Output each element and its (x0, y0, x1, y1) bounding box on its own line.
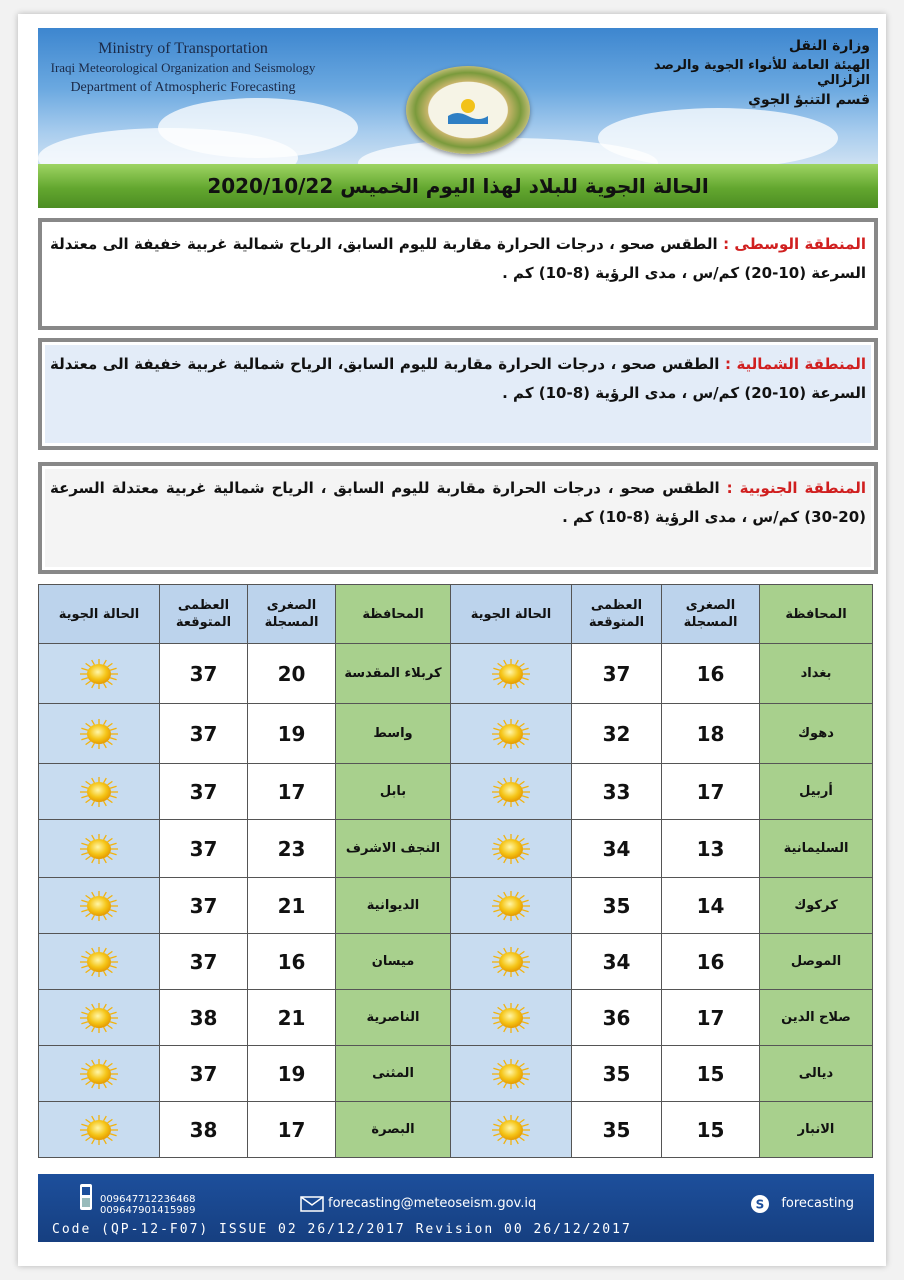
sun-icon (76, 945, 122, 979)
department-name-en: Department of Atmospheric Forecasting (70, 80, 296, 95)
sun-icon (76, 717, 122, 751)
ministry-name-ar: وزارة النقل (788, 38, 870, 54)
max-cell-right: 36 (572, 990, 662, 1046)
gov-cell-right: الموصل (760, 934, 873, 990)
max-cell-left: 37 (160, 878, 248, 934)
table-row (39, 764, 873, 820)
max-cell-right: 32 (572, 704, 662, 764)
condition-cell-right (451, 934, 572, 990)
region-north-name: المنطقة الشمالية : (724, 355, 866, 373)
max-cell-left: 37 (160, 644, 248, 704)
condition-cell-right (451, 990, 572, 1046)
sun-icon (488, 657, 534, 691)
gov-cell-left: واسط (336, 704, 451, 764)
table-row (39, 704, 873, 764)
condition-cell-right (451, 820, 572, 878)
gov-cell-right: صلاح الدين (760, 990, 873, 1046)
max-cell-left: 37 (160, 1046, 248, 1102)
min-cell-right: 16 (662, 934, 760, 990)
table-row (39, 1102, 873, 1158)
footer-bar (38, 1174, 874, 1242)
title-bar (38, 164, 878, 208)
gov-cell-left: ميسان (336, 934, 451, 990)
gov-cell-left: بابل (336, 764, 451, 820)
region-south-forecast: الطقس صحو ، درجات الحرارة مقاربة لليوم السابق ، الرياح شمالية غربية معتدلة السرعة (20-30) كم/س ، مدى الرؤية (8-10) كم . (50, 479, 866, 526)
region-south (38, 462, 878, 574)
max-cell-right: 35 (572, 1102, 662, 1158)
sun-icon (76, 657, 122, 691)
min-cell-right: 15 (662, 1046, 760, 1102)
gov-cell-right: كركوك (760, 878, 873, 934)
organization-name-ar: الهيئة العامة للأنواء الجوية والرصد الزلزالي (653, 58, 870, 88)
condition-cell-left (39, 1046, 160, 1102)
header-gov-right: المحافظة (760, 585, 873, 644)
condition-cell-right (451, 878, 572, 934)
temperature-table (38, 584, 873, 1158)
region-central-forecast: الطقس صحو ، درجات الحرارة مقاربة لليوم السابق، الرياح شمالية غربية خفيفة الى معتدلة السرعة (10-20) كم/س ، مدى الرؤية (8-10) كم . (50, 235, 866, 282)
table-row (39, 1046, 873, 1102)
footer-skype[interactable]: forecasting (781, 1196, 854, 1211)
min-cell-left: 21 (248, 878, 336, 934)
region-south-text (50, 474, 866, 532)
table-header-row (39, 585, 873, 644)
condition-cell-left (39, 1102, 160, 1158)
sun-icon (488, 832, 534, 866)
min-cell-right: 15 (662, 1102, 760, 1158)
organization-logo (406, 66, 530, 154)
header-min-right: الصغرى المسجلة (662, 585, 760, 644)
footer-email[interactable]: forecasting@meteoseism.gov.iq (328, 1196, 537, 1211)
logo-emblem-icon (446, 96, 490, 124)
max-cell-right: 34 (572, 820, 662, 878)
sun-icon (76, 775, 122, 809)
sun-icon (488, 1057, 534, 1091)
min-cell-left: 16 (248, 934, 336, 990)
min-cell-left: 21 (248, 990, 336, 1046)
gov-cell-right: بغداد (760, 644, 873, 704)
sun-icon (488, 775, 534, 809)
department-name-ar: قسم التنبؤ الجوي (748, 92, 870, 108)
condition-cell-right (451, 1102, 572, 1158)
sun-icon (488, 889, 534, 923)
condition-cell-left (39, 878, 160, 934)
gov-cell-left: كربلاء المقدسة (336, 644, 451, 704)
header-max-left: العظمى المتوقعة (160, 585, 248, 644)
condition-cell-left (39, 704, 160, 764)
max-cell-right: 35 (572, 1046, 662, 1102)
min-cell-right: 16 (662, 644, 760, 704)
min-cell-right: 17 (662, 990, 760, 1046)
min-cell-right: 18 (662, 704, 760, 764)
region-north (38, 338, 878, 450)
mobile-phone-icon (78, 1182, 94, 1212)
region-north-text (50, 350, 866, 408)
gov-cell-left: الناصرية (336, 990, 451, 1046)
gov-cell-right: دهوك (760, 704, 873, 764)
min-cell-right: 13 (662, 820, 760, 878)
email-icon (300, 1196, 324, 1212)
region-north-forecast: الطقس صحو ، درجات الحرارة مقاربة لليوم السابق، الرياح شمالية غربية خفيفة الى معتدلة السرعة (10-20) كم/س ، مدى الرؤية (8-10) كم . (50, 355, 866, 402)
max-cell-right: 37 (572, 644, 662, 704)
bulletin-page (18, 14, 886, 1266)
table-row (39, 820, 873, 878)
document-code: Code (QP-12-F07) ISSUE 02 26/12/2017 Revision 00 26/12/2017 (52, 1222, 632, 1237)
organization-name-en: Iraqi Meteorological Organization and Seismology (50, 60, 316, 75)
table-row (39, 990, 873, 1046)
condition-cell-left (39, 990, 160, 1046)
header-arabic (620, 38, 870, 108)
condition-cell-left (39, 934, 160, 990)
min-cell-right: 17 (662, 764, 760, 820)
header-banner (38, 28, 878, 178)
sun-icon (76, 1057, 122, 1091)
header-condition-left: الحالة الجوية (39, 585, 160, 644)
condition-cell-right (451, 764, 572, 820)
gov-cell-right: ديالى (760, 1046, 873, 1102)
sun-icon (76, 832, 122, 866)
sun-icon (76, 889, 122, 923)
gov-cell-left: الديوانية (336, 878, 451, 934)
max-cell-left: 37 (160, 934, 248, 990)
gov-cell-left: البصرة (336, 1102, 451, 1158)
max-cell-left: 38 (160, 1102, 248, 1158)
table-row (39, 934, 873, 990)
svg-text:S: S (755, 1197, 765, 1212)
min-cell-left: 17 (248, 764, 336, 820)
max-cell-right: 34 (572, 934, 662, 990)
table-row (39, 644, 873, 704)
max-cell-right: 33 (572, 764, 662, 820)
region-central-name: المنطقة الوسطى : (723, 235, 866, 253)
region-central-text (50, 230, 866, 288)
phone-number-2: 009647901415989 (100, 1205, 196, 1216)
footer-phones (100, 1194, 195, 1216)
sun-icon (488, 945, 534, 979)
min-cell-right: 14 (662, 878, 760, 934)
condition-cell-left (39, 764, 160, 820)
condition-cell-right (451, 644, 572, 704)
max-cell-left: 37 (160, 820, 248, 878)
max-cell-right: 35 (572, 878, 662, 934)
skype-icon (750, 1194, 770, 1214)
header-max-right: العظمى المتوقعة (572, 585, 662, 644)
min-cell-left: 23 (248, 820, 336, 878)
min-cell-left: 20 (248, 644, 336, 704)
header-min-left: الصغرى المسجلة (248, 585, 336, 644)
min-cell-left: 19 (248, 704, 336, 764)
condition-cell-left (39, 820, 160, 878)
sun-icon (488, 1113, 534, 1147)
gov-cell-left: المثنى (336, 1046, 451, 1102)
min-cell-left: 17 (248, 1102, 336, 1158)
gov-cell-right: السليمانية (760, 820, 873, 878)
condition-cell-left (39, 644, 160, 704)
sun-icon (76, 1113, 122, 1147)
bulletin-title: الحالة الجوية للبلاد لهذا اليوم الخميس 2020/10/22 (207, 174, 709, 198)
gov-cell-right: أربيل (760, 764, 873, 820)
table-row (39, 878, 873, 934)
header-condition-right: الحالة الجوية (451, 585, 572, 644)
max-cell-left: 37 (160, 764, 248, 820)
header-english (48, 40, 318, 96)
max-cell-left: 38 (160, 990, 248, 1046)
sun-icon (488, 717, 534, 751)
condition-cell-right (451, 1046, 572, 1102)
region-south-name: المنطقة الجنوبية : (726, 479, 866, 497)
phone-number-1: 009647712236468 (100, 1194, 196, 1205)
ministry-name-en: Ministry of Transportation (98, 40, 268, 57)
max-cell-left: 37 (160, 704, 248, 764)
gov-cell-right: الانبار (760, 1102, 873, 1158)
sun-icon (488, 1001, 534, 1035)
min-cell-left: 19 (248, 1046, 336, 1102)
gov-cell-left: النجف الاشرف (336, 820, 451, 878)
header-gov-left: المحافظة (336, 585, 451, 644)
sun-icon (76, 1001, 122, 1035)
condition-cell-right (451, 704, 572, 764)
region-central (38, 218, 878, 330)
